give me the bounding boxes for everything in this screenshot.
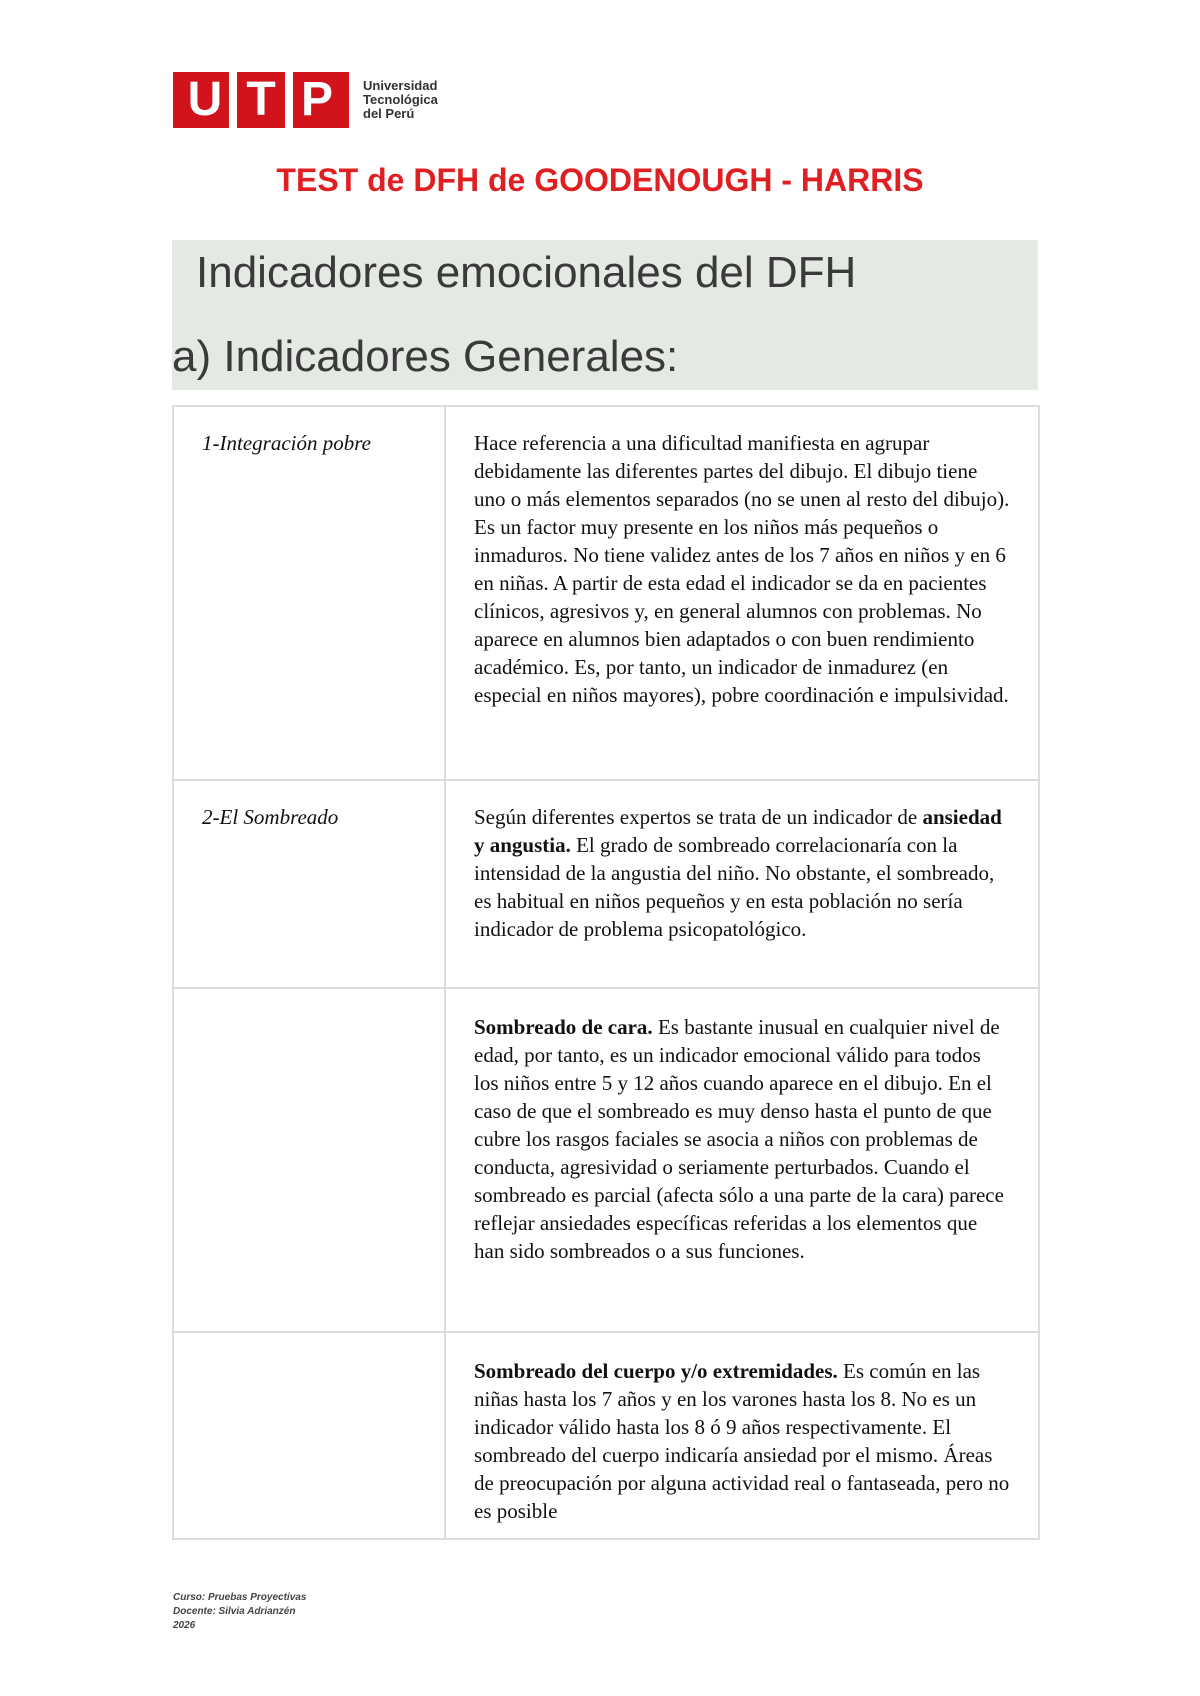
logo-letter-p: P [300,73,333,126]
logo-letter-u: U [187,73,223,126]
logo-separator [285,72,293,128]
logo-text-line2: Tecnológica [363,92,438,107]
footer-year: 2026 [173,1620,196,1631]
logo-separator [229,72,237,128]
indicator-label [174,989,446,1331]
section-banner [172,240,1038,390]
indicator-description [446,1333,1038,1538]
description-bold-text: ansiedad y angustia. [474,805,1002,857]
logo-wordmark [363,79,438,121]
table-row [174,989,1038,1333]
description-text: Según diferentes expertos se trata de un indicador de [474,805,923,829]
banner-heading: Indicadores emocionales del DFH [196,248,857,297]
logo-letter-t: T [246,73,276,126]
description-text: El grado de sombreado correlacionaría con la intensidad de la angustia del niño. No obstante, el sombreado, es habitual en niños pequeños y en esta población no sería indicador de problema psicopatológico. [474,833,995,941]
banner-subheading: a) Indicadores Generales: [172,332,679,381]
table-row [174,407,1038,781]
indicator-label: 1-Integración pobre [174,407,446,779]
indicator-description [446,989,1038,1331]
table-row [174,781,1038,989]
footer-course: Curso: Pruebas Proyectivas [173,1592,307,1603]
page-footer [173,1591,306,1633]
utp-logo [173,72,438,128]
indicator-description [446,781,1038,987]
description-bold-text: Sombreado de cara. [474,1015,653,1039]
table-row [174,1333,1038,1540]
document-title: TEST de DFH de GOODENOUGH - HARRIS [276,162,924,198]
logo-text-line3: del Perú [363,106,415,121]
description-bold-text: Sombreado del cuerpo y/o extremidades. [474,1359,838,1383]
footer-teacher: Docente: Silvia Adrianzén [173,1606,296,1617]
indicator-description: Hace referencia a una dificultad manifiesta en agrupar debidamente las diferentes partes del dibujo. El dibujo tiene uno o más elementos separados (no se unen al resto del dibujo). Es un factor muy presente en los niños más pequeños o inmaduros. No tiene validez antes de los 7 años en niños y en 6 en niñas. A partir de esta edad el indicador se da en pacientes clínicos, agresivos y, en general alumnos con problemas. No aparece en alumnos bien adaptados o con buen rendimiento académico. Es, por tanto, un indicador de inmadurez (en especial en niños mayores), pobre coordinación e impulsividad. [474,431,1010,707]
indicator-label: 2-El Sombreado [174,781,446,987]
description-text: Es bastante inusual en cualquier nivel de edad, por tanto, es un indicador emocional válido para todos los niños entre 5 y 12 años cuando aparece en el dibujo. En el caso de que el sombreado es muy denso hasta el punto de que cubre los rasgos faciales se asocia a niños con problemas de conducta, agresividad o seriamente perturbados. Cuando el sombreado es parcial (afecta sólo a una parte de la cara) parece reflejar ansiedades específicas referidas a los elementos que han sido sombreados o a sus funciones. [474,1015,1004,1263]
logo-text-line1: Universidad [363,78,438,93]
indicators-table [172,405,1040,1540]
logo-mark [173,72,349,128]
description-text: Es común en las niñas hasta los 7 años y en los varones hasta los 8. No es un indicador válido hasta los 8 ó 9 años respectivamente. El sombreado del cuerpo indicaría ansiedad por el mismo. Áreas de preocupación por alguna actividad real o fantaseada, pero no es posible [474,1359,1010,1523]
indicator-label [174,1333,446,1538]
